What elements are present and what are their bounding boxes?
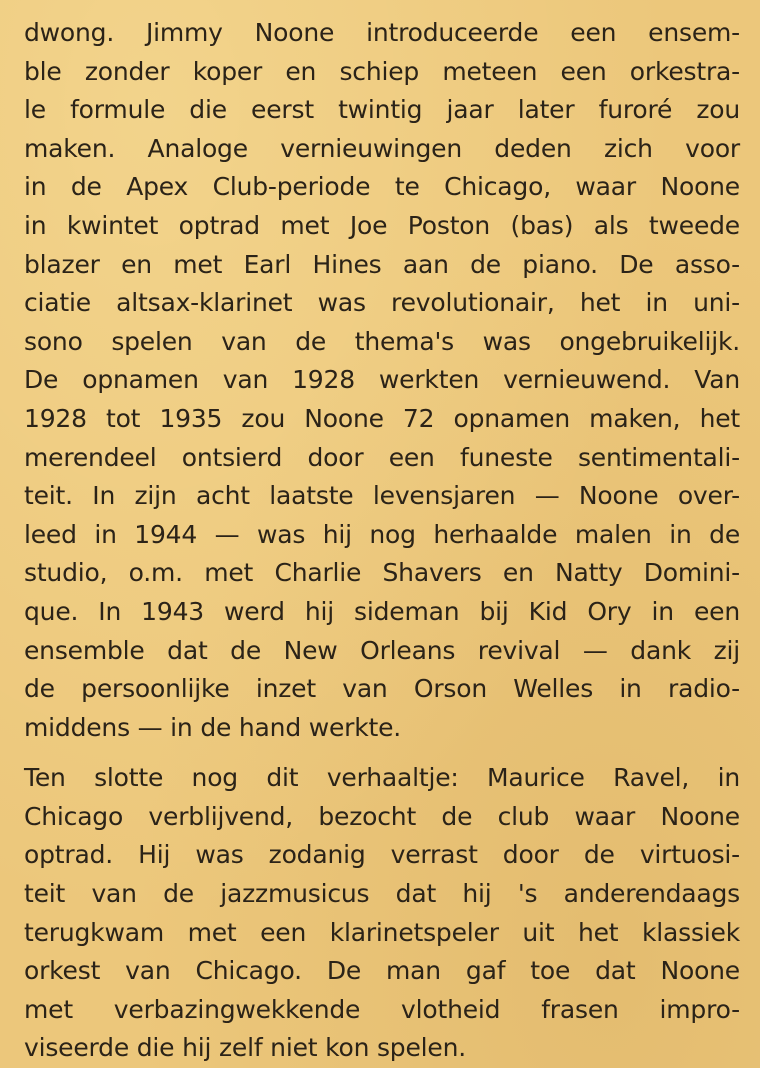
text-line: met verbazingwekkende vlotheid frasen impro- [24, 994, 740, 1024]
text-line: sono spelen van de thema's was ongebruikelijk. [24, 326, 740, 356]
text-line: teit van de jazzmusicus dat hij 's anderendaags [24, 879, 740, 909]
text-line: terugkwam met een klarinetspeler uit het klassiek [24, 917, 740, 947]
text-line: studio, o.m. met Charlie Shavers en Natty Domini- [24, 558, 740, 588]
text-line: ciatie altsax-klarinet was revolutionair, het in uni- [24, 288, 740, 318]
text-line: orkest van Chicago. De man gaf toe dat Noone [24, 956, 740, 986]
article-text-column [24, 14, 740, 1068]
text-line: teit. In zijn acht laatste levensjaren — Noone over- [24, 481, 740, 511]
text-line: ble zonder koper en schiep meteen een orkestra- [24, 56, 740, 86]
text-line: in kwintet optrad met Joe Poston (bas) als tweede [24, 210, 740, 240]
text-line: 1928 tot 1935 zou Noone 72 opnamen maken, het [24, 403, 740, 433]
article-paragraph-1 [24, 14, 740, 747]
text-line: le formule die eerst twintig jaar later furoré zou [24, 95, 740, 125]
text-line: De opnamen van 1928 werkten vernieuwend. Van [24, 365, 740, 395]
text-line: de persoonlijke inzet van Orson Welles in radio- [24, 674, 740, 704]
text-line: viseerde die hij zelf niet kon spelen. [24, 1033, 466, 1063]
text-line: Chicago verblijvend, bezocht de club waar Noone [24, 801, 740, 831]
text-line: middens — in de hand werkte. [24, 712, 402, 742]
text-line: leed in 1944 — was hij nog herhaalde malen in de [24, 519, 740, 549]
text-line: ensemble dat de New Orleans revival — dank zij [24, 635, 740, 665]
text-line: maken. Analoge vernieuwingen deden zich voor [24, 133, 740, 163]
text-line: optrad. Hij was zodanig verrast door de virtuosi- [24, 840, 740, 870]
article-paragraph-2 [24, 759, 740, 1068]
text-line: blazer en met Earl Hines aan de piano. De asso- [24, 249, 740, 279]
text-line: dwong. Jimmy Noone introduceerde een ensem- [24, 18, 740, 47]
text-line: que. In 1943 werd hij sideman bij Kid Ory in een [24, 596, 740, 626]
text-line: in de Apex Club-periode te Chicago, waar Noone [24, 172, 740, 202]
text-line: Ten slotte nog dit verhaaltje: Maurice Ravel, in [24, 763, 740, 793]
text-line: merendeel ontsierd door een funeste sentimentali- [24, 442, 740, 472]
